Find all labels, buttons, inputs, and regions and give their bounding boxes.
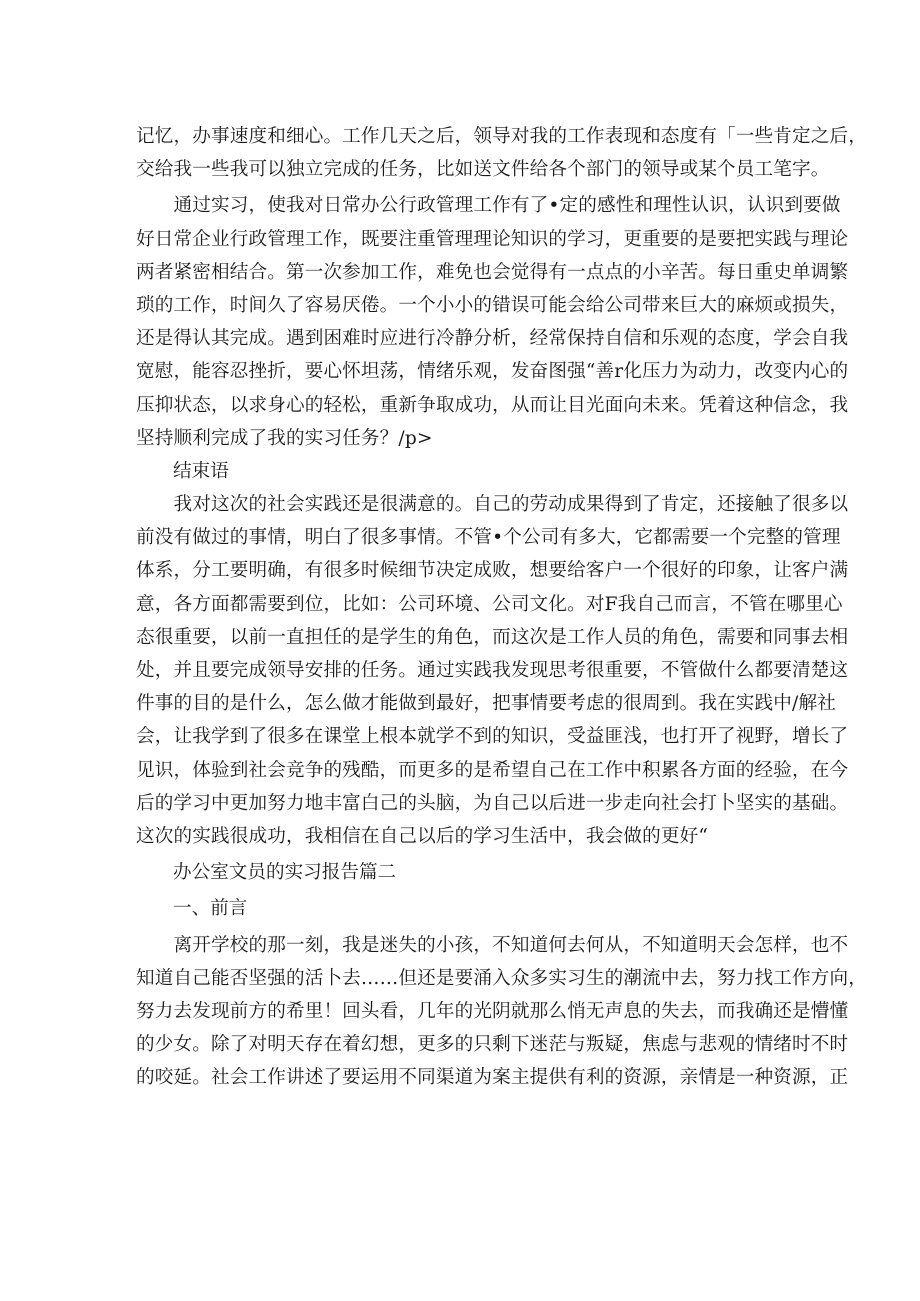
- paragraph-conclusion: [136, 488, 849, 853]
- text-line: 记忆，办事速度和细心。工作几天之后，领导对我的工作表现和态度有「一些肯定之后，: [136, 126, 868, 147]
- text-line: 宽慰，能容忍挫折，要心怀坦荡，情绪乐观，发奋图强“善r化压力为动力，改变内心的: [136, 361, 849, 383]
- paragraph-preface: [136, 929, 868, 1095]
- text-line: 琐的工作，时间久了容易厌倦。一个小小的错误可能会给公司带来巨大的麻烦或损失，: [136, 294, 849, 316]
- text-line: 交给我一些我可以独立完成的任务，比如送文件给各个部门的领导或某个员工笔字。: [136, 159, 830, 181]
- text-line: 体系，分工要明确，有很多时候细节决定成败，想要给客户一个很好的印象，让客户满: [136, 560, 849, 582]
- text-line: 的咬延。社会工作讲述了要运用不同渠道为案主提供有利的资源，亲情是一种资源，正: [136, 1067, 849, 1089]
- text-line: 好日常企业行政管理工作，既要注重管理理论知识的学习，更重要的是要把实践与理论: [136, 228, 849, 250]
- text-line: 压抑状态，以求身心的轻松，重新争取成功，从而让目光面向未来。凭着这种信念，我: [136, 394, 849, 416]
- text-line: 坚持顺利完成了我的实习任务？/p>: [136, 427, 433, 449]
- text-line: 见识，体验到社会竞争的残酷，而更多的是希望自己在工作中积累各方面的经验，在今: [136, 759, 849, 781]
- text-line: 知道自己能否坚强的活卜去……但还是要涌入众多实习生的潮流中去，努力找工作方向，: [136, 967, 868, 989]
- text-line: 的少女。除了对明天存在着幻想，更多的只剩下迷茫与叛疑，焦虑与悲观的情绪时不时: [136, 1034, 849, 1056]
- text-line: 这次的实践很成功，我相信在自己以后的学习生活中，我会做的更好“: [136, 825, 708, 847]
- text-line: 前没有做过的事情，明白了很多事情。不管•个公司有多大，它都需要一个完整的管理: [136, 527, 841, 549]
- text-line: 两者紧密相结合。第一次参加工作，难免也会觉得有一点点的小辛苦。每日重史单调繁: [136, 261, 849, 283]
- section-heading-preface: 一、前言: [173, 898, 248, 920]
- paragraph-intro-continuation: [136, 120, 868, 186]
- text-line: 还是得认其完成。遇到困难时应进行冷静分析，经常保持自信和乐观的态度，学会自我: [136, 328, 849, 350]
- paragraph-internship-reflection: [136, 189, 849, 455]
- text-line: 态很重要，以前一直担任的是学生的角色，而这次是工作人员的角色，需要和同事去相: [136, 626, 849, 648]
- text-line: 努力去发现前方的希里！回头看，几年的光阴就那么悄无声息的失去，而我确还是懵懂: [136, 1000, 849, 1022]
- text-line: 处，并且要完成领导安排的任务。通过实践我发现思考很重要，不管做什么都要清楚这: [136, 660, 849, 681]
- section-heading-conclusion: 结束语: [173, 460, 229, 482]
- text-line: 后的学习中更加努力地丰富白己的头脑，为自己以后进一步走向社会打卜坚实的基础。: [136, 792, 849, 814]
- text-line: 意，各方面都需要到位，比如：公司环境、公司文化。对F我自己而言，不管在哪里心: [136, 593, 843, 615]
- text-line: 离开学校的那一刻，我是迷失的小孩，不知道何去何从，不知道明天会怎样，也不: [136, 934, 849, 956]
- text-line: 件事的目的是什么，怎么做才能做到最好，把事情要考虑的很周到。我在实践中/解社: [136, 693, 836, 715]
- section-heading-report-two: 办公室文员的实习报告篇二: [173, 862, 397, 884]
- text-line: 我对这次的社会实践还是很满意的。自己的劳动成果得到了肯定，还接触了很多以: [136, 494, 849, 516]
- text-line: 通过实习，使我对日常办公行政管理工作有了•定的感性和理性认识，认识到要做: [136, 195, 841, 217]
- document-page: [136, 120, 868, 1094]
- text-line: 会，让我学到了很多在课堂上根本就学不到的知识，受益匪浅，也打开了视野，增长了: [136, 726, 849, 748]
